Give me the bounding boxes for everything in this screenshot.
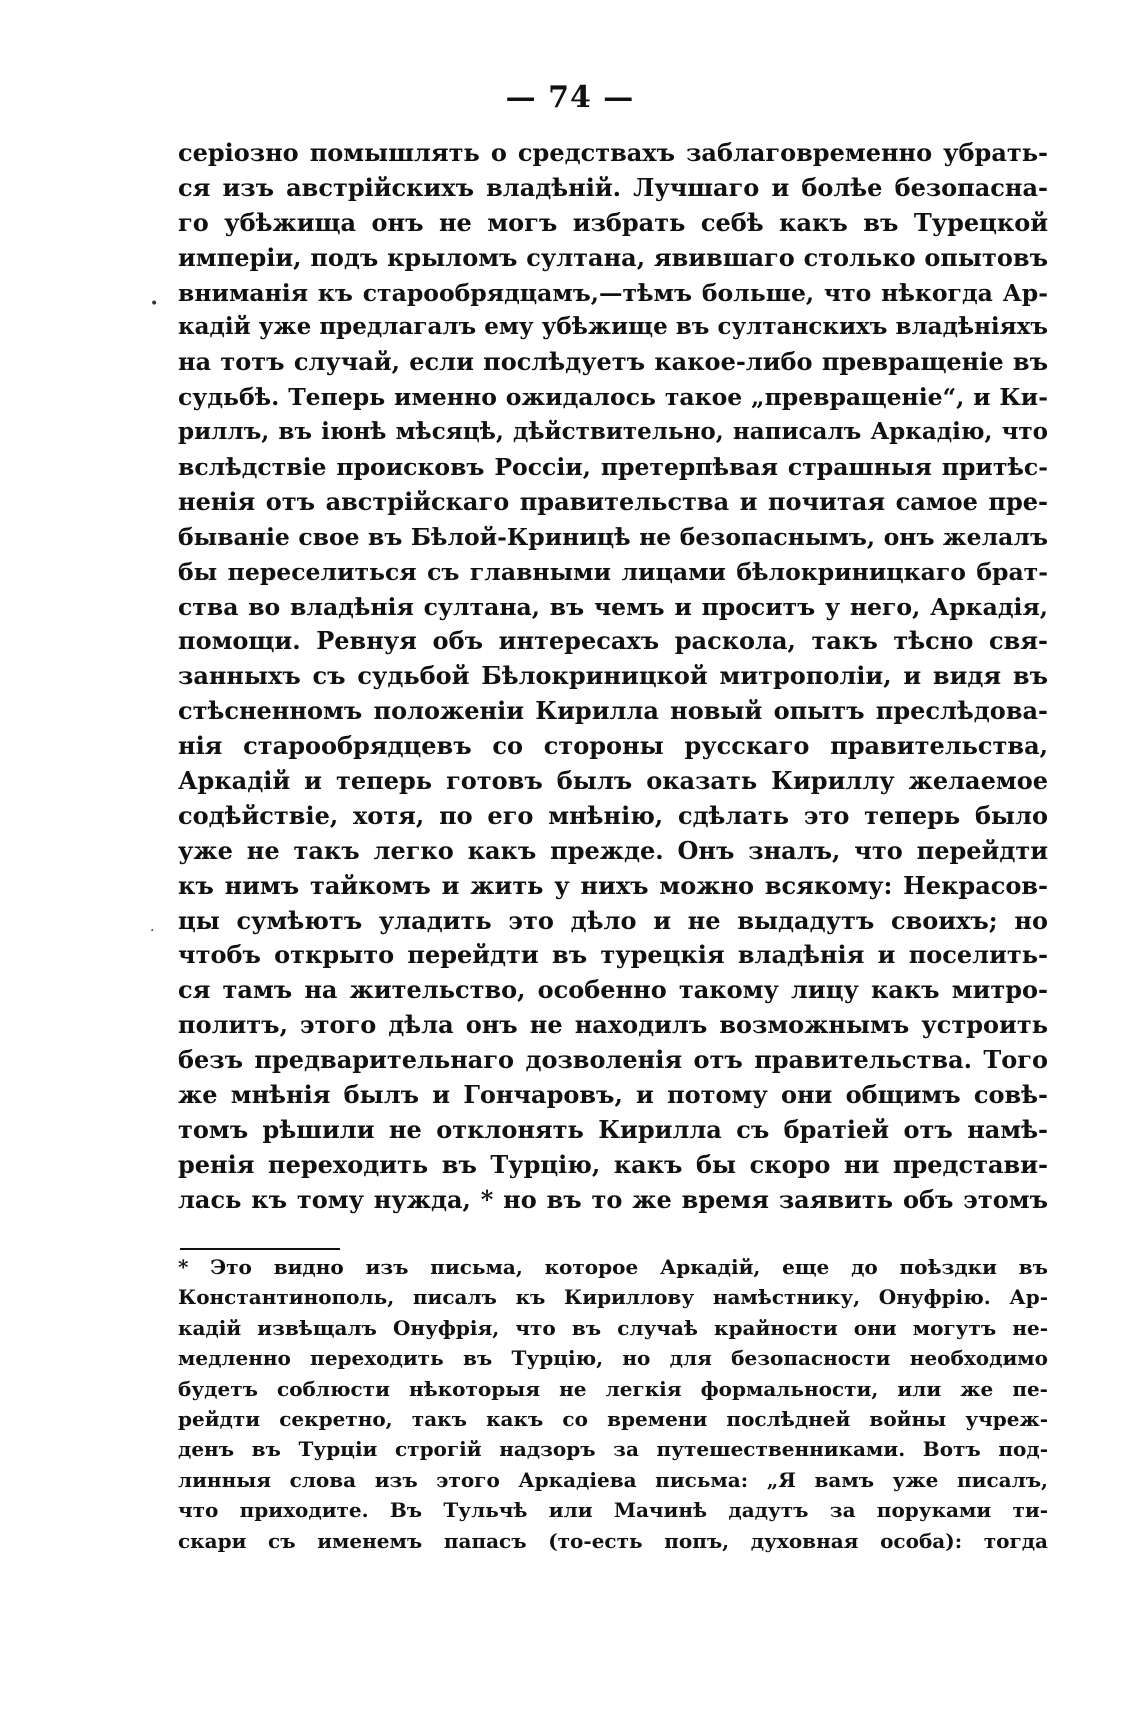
footnote-line: * Это видно изъ письма, которое Аркадій, еще до поѣздки въ bbox=[178, 1255, 1048, 1279]
text-line: стѣсненномъ положеніи Кирилла новый опытъ преслѣдова- bbox=[178, 696, 1048, 726]
text-line: нія старообрядцевъ со стороны русскаго правительства, bbox=[178, 731, 1048, 761]
text-line: имперіи, подъ крыломъ султана, явившаго столько опытовъ bbox=[178, 242, 1048, 272]
text-line: ся тамъ на жительство, особенно такому лицу какъ митро- bbox=[178, 975, 1048, 1005]
text-line: томъ рѣшили не отклонять Кирилла съ братіей отъ намѣ- bbox=[178, 1114, 1048, 1144]
text-line: содѣйствіе, хотя, по его мнѣнію, сдѣлать это теперь было bbox=[178, 800, 1048, 830]
text-line: на тотъ случай, если послѣдуетъ какое-либо превращеніе въ bbox=[178, 347, 1048, 377]
footnote-line: линныя слова изъ этого Аркадіева письма: „Я вамъ уже писалъ, bbox=[178, 1467, 1048, 1492]
text-line: ненія отъ австрійскаго правительства и почитая самое пре- bbox=[178, 486, 1048, 516]
text-line: политъ, этого дѣла онъ не находилъ возможнымъ устроить bbox=[178, 1010, 1048, 1040]
text-line: го убѣжища онъ не могъ избрать себѣ какъ въ Турецкой bbox=[178, 207, 1048, 237]
text-line: Аркадій и теперь готовъ былъ оказать Кириллу желаемое bbox=[178, 766, 1048, 796]
text-line: бываніе свое въ Бѣлой-Криницѣ не безопаснымъ, онъ желалъ bbox=[178, 522, 1048, 551]
footnote-line: что приходите. Въ Тульчѣ или Мачинѣ дадутъ за поруками ти- bbox=[178, 1498, 1048, 1523]
text-line: ренія переходить въ Турцію, какъ бы скоро ни представи- bbox=[178, 1149, 1048, 1179]
footnote-divider bbox=[180, 1248, 340, 1250]
text-line: помощи. Ревнуя объ интересахъ раскола, такъ тѣсно свя- bbox=[178, 626, 1048, 656]
text-line: вслѣдствіе происковъ Россіи, претерпѣвая страшныя притѣс- bbox=[178, 453, 1048, 482]
page-number: — 74 — bbox=[505, 80, 635, 115]
text-line: кадій уже предлагалъ ему убѣжище въ султанскихъ владѣніяхъ bbox=[178, 313, 1048, 341]
text-line: лась къ тому нужда, * но въ то же время заявить объ этомъ bbox=[178, 1184, 1048, 1214]
margin-mark: • bbox=[150, 296, 159, 312]
text-line: серіозно помышлять о средствахъ заблаговременно убрать- bbox=[178, 138, 1048, 167]
footnote-line: кадій извѣщалъ Онуфрія, что въ случаѣ крайности они могутъ не- bbox=[178, 1315, 1048, 1340]
text-line: къ нимъ тайкомъ и жить у нихъ можно всякому: Некрасов- bbox=[178, 870, 1048, 900]
margin-mark: · bbox=[150, 923, 155, 939]
text-line: риллъ, въ іюнѣ мѣсяцѣ, дѣйствительно, написалъ Аркадію, что bbox=[178, 418, 1048, 446]
text-line: судьбѣ. Теперь именно ожидалось такое „превращеніе“, и Ки- bbox=[178, 383, 1048, 412]
text-line: вниманія къ старообрядцамъ,—тѣмъ больше, что нѣкогда Ар- bbox=[178, 278, 1048, 307]
footnote-line: Константинополь, писалъ къ Кириллову намѣстнику, Онуфрію. Ар- bbox=[178, 1285, 1048, 1310]
footnote-line: денъ въ Турціи строгій надзоръ за путешественниками. Вотъ под- bbox=[178, 1437, 1048, 1462]
main-text bbox=[178, 136, 1048, 1218]
footnote-line: будетъ соблюсти нѣкоторыя не легкія формальности, или же пе- bbox=[178, 1376, 1048, 1401]
text-line: уже не такъ легко какъ прежде. Онъ зналъ, что перейдти bbox=[178, 835, 1048, 865]
text-line: бы переселиться съ главными лицами бѣлокриницкаго брат- bbox=[178, 557, 1048, 586]
text-line: занныхъ съ судьбой Бѣлокриницкой митрополіи, и видя въ bbox=[178, 661, 1048, 691]
footnote bbox=[178, 1252, 1048, 1556]
footnote-line: медленно переходить въ Турцію, но для безопасности необходимо bbox=[178, 1346, 1048, 1371]
text-line: ства во владѣнія султана, въ чемъ и проситъ у него, Аркадія, bbox=[178, 592, 1048, 621]
footnote-line: скари съ именемъ папасъ (то-есть попъ, духовная особа): тогда bbox=[178, 1528, 1048, 1553]
text-line: цы сумѣютъ уладить это дѣло и не выдадутъ своихъ; но bbox=[178, 905, 1048, 935]
text-line: чтобъ открыто перейдти въ турецкія владѣнія и поселить- bbox=[178, 940, 1048, 970]
footnote-line: рейдти секретно, такъ какъ со времени послѣдней войны учреж- bbox=[178, 1406, 1048, 1431]
text-line: ся изъ австрійскихъ владѣній. Лучшаго и болѣе безопасна- bbox=[178, 172, 1048, 202]
text-line: же мнѣнія былъ и Гончаровъ, и потому они общимъ совѣ- bbox=[178, 1080, 1048, 1110]
text-line: безъ предварительнаго дозволенія отъ правительства. Того bbox=[178, 1045, 1048, 1075]
